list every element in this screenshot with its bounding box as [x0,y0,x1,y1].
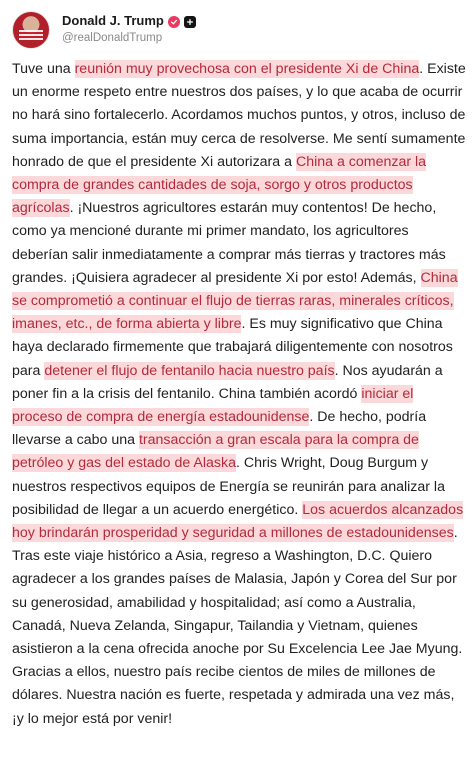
text-segment: . ¡Nuestros agricultores estarán muy contentos! De hecho, como ya mencioné durante mi primer mandato, los agricultores deberían salir inmediatamente a comprar más tierras y tractores más grandes. ¡Quisiera agradecer al presidente Xi por esto! Además, [12,200,446,286]
highlighted-text: China se comprometió a continuar el flujo de tierras raras, minerales críticos, imanes, etc., de forma abierta y libre [12,269,458,333]
author-block [62,14,196,45]
post-header [12,10,196,50]
highlighted-text: reunión muy provechosa con el presidente Xi de China [74,61,420,77]
verified-check-icon [168,16,180,28]
text-segment: . De hecho, podría llevarse a cabo una [12,409,427,449]
text-segment: . Nos ayudarán a poner fin a la crisis del fentanilo. China también acordó [12,362,443,402]
highlighted-text: transacción a gran escala para la compra de petróleo y gas del estado de Alaska [12,432,419,472]
highlighted-text: iniciar el proceso de compra de energía estadounidense [12,385,414,426]
highlighted-text: Los acuerdos alcanzados hoy brindarán prosperidad y seguridad a millones de estadounidenses [12,501,464,542]
text-segment: . Existe un enorme respeto entre nuestros dos países, y lo que acaba de ocurrir no hará sino fortalecerlo. Acordamos muchos puntos, y otros, incluso de suma importancia, están muy cerca de resolverse. Me sentí sumamente honrado de que el presidente Xi autorizara a [12,61,466,170]
highlighted-text: China a comenzar la compra de grandes cantidades de soja, sorgo y otros productos agrícolas [12,153,427,217]
highlighted-text: detener el flujo de fentanilo hacia nuestro país [44,362,335,379]
author-name[interactable]: Donald J. Trump [62,13,164,29]
author-handle[interactable]: @realDonaldTrump [62,32,163,45]
avatar[interactable] [12,11,50,49]
text-segment: . Tras este viaje histórico a Asia, regreso a Washington, D.C. Quiero agradecer a los grandes países de Malasia, Japón y Corea del Sur por su generosidad, amabilidad y hospitalidad; así como a Australia, Canadá, Nueva Zelanda, Singapur, Tailandia y Vietnam, quienes asistieron a la cena ofrecida anoche por Su Excelencia Lee Jae Myung. Gracias a ellos, nuestro país recibe cientos de miles de millones de dólares. Nuestra nación es fuerte, respetada y admirada una vez más, ¡y lo mejor está por venir! [12,525,463,727]
text-segment: Tuve una [12,61,75,77]
text-segment: . Es muy significativo que China haya declarado firmemente que trabajará diligentemente con nosotros para [12,316,453,379]
text-segment: . Chris Wright, Doug Burgum y nuestros respectivos equipos de Energía se reunirán para analizar la posibilidad de llegar a un acuerdo energético. [12,455,445,518]
post-text [12,58,466,731]
plus-badge-icon [184,16,196,28]
name-row [62,14,196,29]
